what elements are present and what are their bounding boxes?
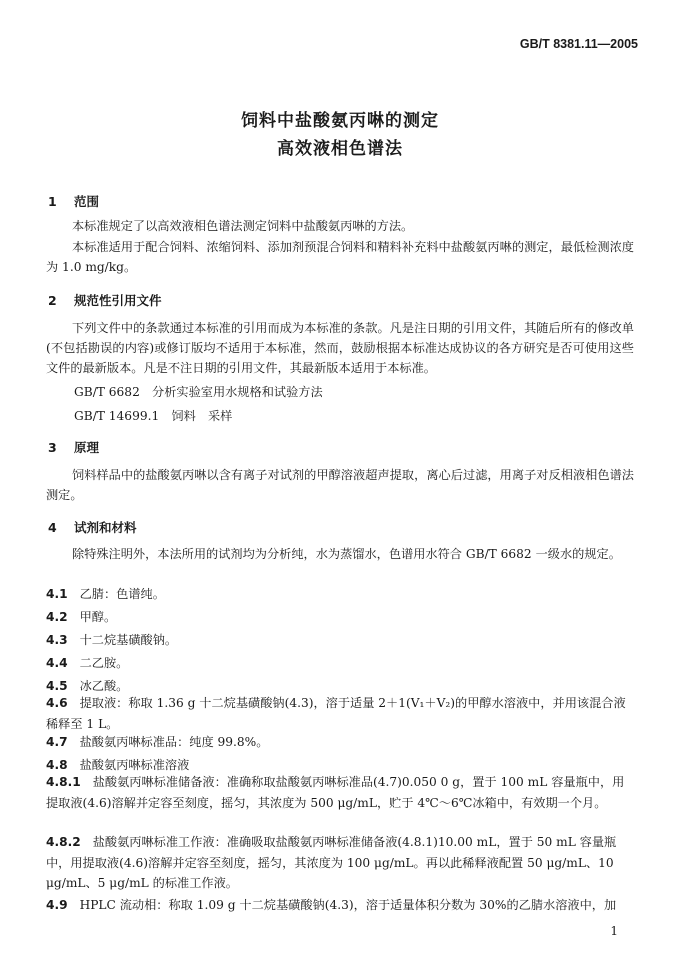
document-subtitle: 高效液相色谱法: [277, 139, 403, 159]
clause-4-5: 4.5 冰乙酸。: [46, 679, 129, 693]
section-1-paragraph-1: 本标准规定了以高效液相色谱法测定饲料中盐酸氨丙啉的方法。: [72, 219, 414, 233]
clause-4-2: 4.2 甲醇。: [46, 610, 117, 624]
page-number: 1: [610, 924, 618, 938]
section-title: 原理: [74, 440, 100, 455]
clause-4-1: 4.1 乙腈：色谱纯。: [46, 587, 165, 601]
clause-4-8: 4.8 盐酸氨丙啉标准溶液: [46, 758, 190, 772]
section-number: 1: [48, 194, 57, 209]
reference-gbt-14699: GB/T 14699.1 饲料 采样: [74, 409, 233, 423]
section-title: 规范性引用文件: [74, 293, 162, 308]
section-4-heading: [48, 518, 137, 536]
clause-4-3: 4.3 十二烷基磺酸钠。: [46, 633, 178, 647]
section-title: 试剂和材料: [74, 520, 137, 535]
clause-4-8-2: 4.8.2 盐酸氨丙啉标准工作液：准确吸取盐酸氨丙啉标准储备液(4.8.1)10.00 mL，置于 50 mL 容量瓶中，用提取液(4.6)溶解并定容至刻度，摇匀，其浓度为 100 μg/mL。再以此稀释液配置 50 μg/mL、10 μg/mL、5 μg/mL 的标准工作液。: [46, 835, 617, 890]
section-1-heading: [48, 192, 99, 210]
clause-4-4: 4.4 二乙胺。: [46, 656, 129, 670]
section-number: 2: [48, 293, 57, 308]
clause-4-8-1: 4.8.1 盐酸氨丙啉标准储备液：准确称取盐酸氨丙啉标准品(4.7)0.050 0 g，置于 100 mL 容量瓶中，用提取液(4.6)溶解并定容至刻度，摇匀，其浓度为 500 μg/mL，贮于 4℃～6℃冰箱中，有效期一个月。: [46, 775, 625, 810]
section-1-paragraph-2: 本标准适用于配合饲料、浓缩饲料、添加剂预混合饲料和精料补充料中盐酸氨丙啉的测定，最低检测浓度为 1.0 mg/kg。: [46, 240, 634, 274]
section-number: 3: [48, 440, 57, 455]
reference-gbt-6682: GB/T 6682 分析实验室用水规格和试验方法: [74, 385, 323, 399]
document-title: 饲料中盐酸氨丙啉的测定: [241, 111, 439, 131]
section-title: 范围: [74, 194, 100, 209]
section-2-heading: [48, 291, 162, 309]
section-3-paragraph: 饲料样品中的盐酸氨丙啉以含有离子对试剂的甲醇溶液超声提取，离心后过滤，用离子对反相液相色谱法测定。: [46, 468, 634, 502]
section-number: 4: [48, 520, 57, 535]
section-4-paragraph: 除特殊注明外，本法所用的试剂均为分析纯，水为蒸馏水，色谱用水符合 GB/T 6682 一级水的规定。: [72, 547, 621, 561]
section-2-paragraph: 下列文件中的条款通过本标准的引用而成为本标准的条款。凡是注日期的引用文件，其随后所有的修改单(不包括勘误的内容)或修订版均不适用于本标准，然而，鼓励根据本标准达成协议的各方研究是否可使用这些文件的最新版本。凡是不注日期的引用文件，其最新版本适用于本标准。: [46, 321, 634, 375]
clause-4-9: 4.9 HPLC 流动相：称取 1.09 g 十二烷基磺酸钠(4.3)，溶于适量体积分数为 30%的乙腈水溶液中，加: [46, 898, 617, 912]
clause-4-6: 4.6 提取液：称取 1.36 g 十二烷基磺酸钠(4.3)，溶于适量 2＋1(V₁＋V₂)的甲醇水溶液中，并用该混合液稀释至 1 L。: [46, 696, 626, 731]
section-3-heading: [48, 438, 99, 456]
clause-4-7: 4.7 盐酸氨丙啉标准品：纯度 99.8%。: [46, 735, 269, 749]
standard-code: GB/T 8381.11—2005: [519, 37, 638, 51]
